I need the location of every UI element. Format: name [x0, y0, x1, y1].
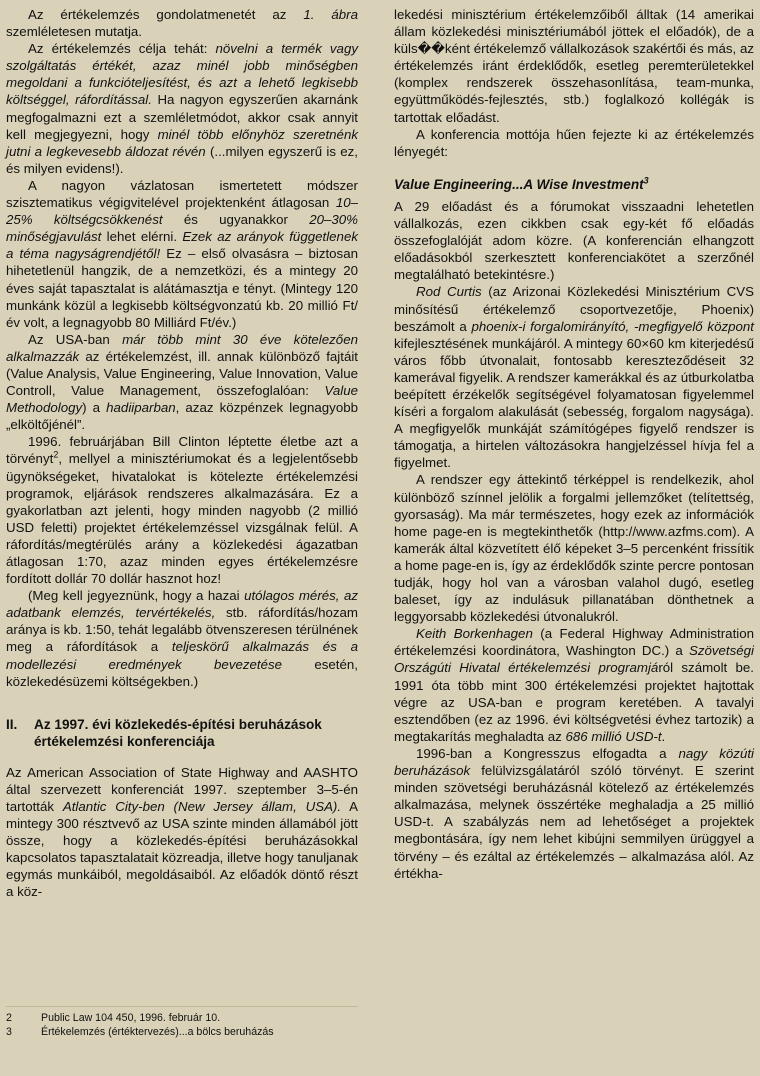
paragraph: Az értékelemzés gondolatmenetét az 1. ábra szemléletesen mutatja. [6, 7, 358, 40]
paragraph: (Meg kell jegyeznünk, hogy a hazai utólagos mérés, az adatbank elemzés, tervértékelés, stb. ráfordítás/hozam aránya is kb. 1:50, tehát legalább ötvenszeresen térülnének meg a ráfordítások a teljeskörű alkalmazás és a modellezési eredmények bevezetése esetén, közlekedésüzemi költségekben.) [6, 588, 358, 689]
left-column [6, 6, 358, 901]
footnote: 3 Értékelemzés (értéktervezés)...a bölcs beruházás [6, 1026, 274, 1038]
footnote: 2 Public Law 104 450, 1996. február 10. [6, 1012, 221, 1024]
footnotes [6, 1011, 406, 1039]
footnote-divider [6, 1006, 358, 1007]
paragraph: Az American Association of State Highway and AASHTO által szervezett konferenciát 1997. szeptember 3–5-én tartották Atlantic City-ben (New Jersey állam, USA). A mintegy 300 résztvevő az USA szinte minden államából jött össze, hogy a közlekedés-építési beruházásokkal kapcsolatos tapasztalatait közreadja, illetve hogy tanuljanak egymás munkáiból, megoldásaiból. Az előadók döntő részt a köz- [6, 764, 358, 900]
subheading: Value Engineering...A Wise Investment$^3$ [394, 175, 649, 192]
section-number: II. [6, 716, 18, 732]
paragraph: A 29 előadást és a fórumokat visszaadni lehetetlen vállalkozás, ezen cikkben csak egy-két fő előadás összefoglalóját adom közre. (A konferencián elhangzott előadásokból szerkesztett konferenciakötet a szerzőnél megtalálható betekintésre.) [394, 198, 754, 283]
right-column [394, 6, 754, 882]
section-title-line-1: Az 1997. évi közlekedés-építési beruházások [34, 716, 322, 732]
paragraph: A rendszer egy áttekintő térképpel is rendelkezik, ahol különböző színnel jelölik a forgalmi jellemzőket (telítettség, gyorsaság). Ma már természetes, hogy ezek az információk home page-en is megtekinthetők (http://www.azfms.com). A kamerák által közvetített élő képeket 3–5 percenként frissítik a home page-en is, így az érdeklődők szinte percre pontosan tudják, hogy hol van a városban valahol dugó, esetleg baleset, így az indulásuk pillanatában dönthetnek a leggyorsabb közlekedési útvonalukról. [394, 472, 754, 625]
paragraph: A konferencia mottója hűen fejezte ki az értékelemzés lényegét: [394, 126, 754, 159]
paragraph: Rod Curtis (az Arizonai Közlekedési Minisztérium CVS minősítésű értékelemző csoportvezetője, Phoenix) beszámolt a phoenix-i forgalomirányító, -megfigyelő központ kifejlesztésének munkájáról. A mintegy 60×60 km kiterjedésű város főbb útvonalait, fontosabb kereszteződéseit 32 kamerával figyelik. A rendszer kamerákkal és az útburkolatba beépített érzékelők segítségével folyamatosan figyelemmel kíséri a forgalom alakulását (sebesség, forgalom nagysága). A megfigyelők munkáját számítógépes figyelő rendszer is támogatja, a hirtelen változásokra hangjelzéssel hívja fel a figyelmet. [394, 284, 755, 471]
paragraph: Az értékelemzés célja tehát: növelni a termék vagy szolgáltatás értékét, azaz minél jobb minőségben megoldani a funkcióteljesítést, és azt a lehető legkisebb költséggel, ráfordítással. Ha nagyon egyszerűen akarnánk megfogalmazni ezt a szemléletmódot, akkor csak annyit kell megjegyezni, hogy minél több előnyhöz szeretnénk jutni a legkevesebb áldozat révén (...milyen egyszerű is ez, és milyen evidens!). [6, 41, 359, 176]
paragraph: A nagyon vázlatosan ismertetett módszer szisztematikus végigvitelével projektenként átlagosan 10–25% költségcsökkenést és ugyanakkor 20–30% minőségjavulást lehet elérni. Ezek az arányok függetlenek a téma nagyságrendjétől! Ez – első olvasásra – biztosan hihetetlenül hangzik, de a nemzetközi, és a mintegy 20 éves saját tapasztalat is alátámasztja e tényt. (Mintegy 120 munkánk közül a legkisebb költségvonzatú kb. 20 millió Ft/év volt, a legnagyobb 80 Milliárd Ft/év.) [6, 177, 358, 330]
paragraph: 1996-ban a Kongresszus elfogadta a nagy közúti beruházások felülvizsgálatáról szóló törvényt. E szerint minden szövetségi beruházásnál kötelező az értékelemzés alkalmazása, melynek összértéke meghaladja a 25 millió USD-t. A szabályzás nem ad lehetőséget a projektek megbontására, így nem lehet kibújni semmilyen ürüggyel a törvény – és ezáltal az értékelemzés – alkalmazása alól. Az értékha- [394, 745, 754, 881]
footnote-ref: 2 [53, 450, 59, 461]
paragraph: Keith Borkenhagen (a Federal Highway Administration értékelemzési koordinátora, Washington DC.) a Szövetségi Országúti Hivatal értékelemzési programjáról számolt be. 1991 óta több mint 300 értékelemzési projektet hajtottak végre az USA-ban e program keretében. A tavalyi esztendőben (ez az 1996. évi költségvetési évhez tartozik) a megtakarítás meghaladta az 686 millió USD-t. [394, 626, 755, 744]
paragraph: Az USA-ban már több mint 30 éve kötelezően alkalmazzák az értékelemzést, ill. annak különböző fajtáit (Value Analysis, Value Engineering, Value Innovation, Value Controll, Value Management, összefoglalóan: Value Methodology) a hadiiparban, azaz közpénzek legnagyobb „elköltőjénél”. [6, 331, 358, 433]
footnote-ref: 3 [643, 175, 649, 186]
section-title-line-2: értékelemzési konferenciája [34, 733, 215, 749]
paragraph: 1996. februárjában Bill Clinton léptette életbe azt a törvényt$^2$, mellyel a minisztériumokat és a legjelentősebb ügynökségeket, hivatalokat is kötelezte értékelemzési programok, eljárások rendszeres alkalmazására. Ez a gyakorlatban azt jelenti, hogy minden nagyobb (2 millió USD feletti) projektet értékelemzéssel vizsgálnak felül. A ráfordítás/megtérülés arány a közlekedési ágazatban átlagosan 1:70, azaz minden egyes értékelemzésre fordított dollár 70 dollár hasznot hoz! [6, 434, 358, 587]
section-heading [6, 716, 358, 750]
paragraph: lekedési minisztérium értékelemzőiből álltak (14 amerikai állam közlekedési minisztériumából jöttek el előadók), de a küls��ként értékelemző vállalkozások szakértői és más, az értékelemzés iránt érdeklődők, esetleg peremterületekkel (komplex rendszerek összehasonlítása, team-munka, együttműködés-fejlesztés, stb.) foglalkozó kollégák is tartottak előadást. [394, 7, 754, 125]
